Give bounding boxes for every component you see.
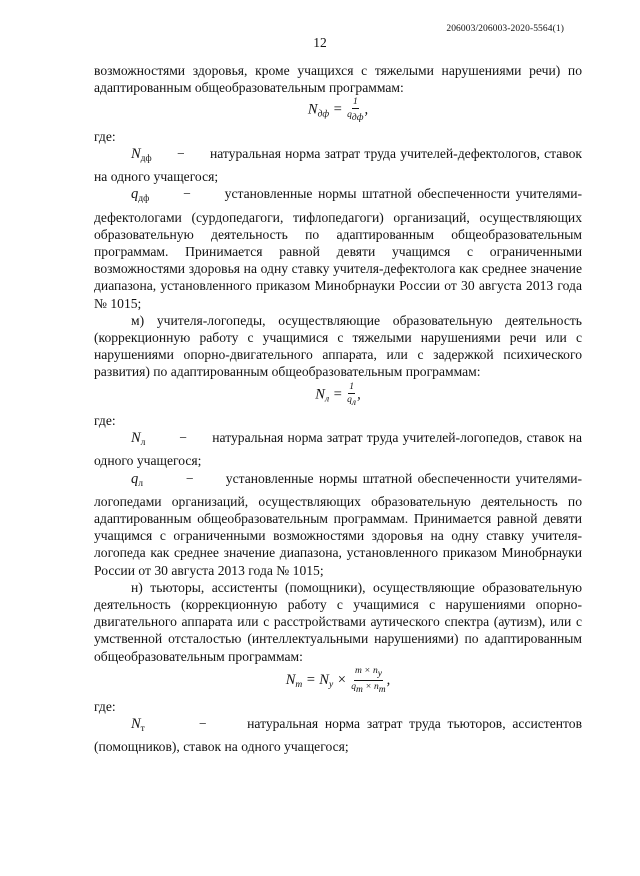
formula-n-t: $N_т = N_у$ × $\frac{m \times nу}{qт \times nт}$ , bbox=[285, 665, 391, 695]
definition-q-l: $q_л$ − установленные нормы штатной обеспеченности учителями-логопедами организаций, осуществляющих образовательную деятельность по адаптированным общеобразовательным программам. Принимается равной девяти учащимся с ограниченными возможностями здоровья на одну ставку учителя-логопеда как среднее значение диапазона, установленного приказом Минобрнауки России от 30 августа 2013 года № 1015; bbox=[94, 470, 583, 578]
paragraph-continuation: возможностями здоровья, кроме учащихся с тяжелыми нарушениями речи) по адаптированным общеобразовательным программам: bbox=[94, 63, 582, 96]
page-number: 12 bbox=[313, 35, 327, 50]
where-label: где: bbox=[94, 412, 116, 428]
where-label: где: bbox=[94, 698, 116, 714]
formula-n-l: $N_л$ = $\frac{1}{qл}$ , bbox=[315, 381, 361, 408]
item-m: м) учителя-логопеды, осуществляющие образовательную деятельность (коррекционную работу с учащимися с тяжелыми нарушениями речи или с нарушениями опорно-двигательного аппарата, или с задержкой психического развития) по адаптированным общеобразовательным программам: bbox=[94, 312, 582, 380]
document-body bbox=[94, 62, 582, 755]
formula-n-df: $N_{дф}$ = $\frac{1}{\text{qдф}}$ , bbox=[307, 97, 369, 124]
definition-n-df: $N_{дф}$ − натуральная норма затрат труда учителей-дефектологов, ставок на одного учащегося; bbox=[94, 145, 583, 185]
document-id: 206003/206003-2020-5564(1) bbox=[446, 24, 564, 34]
where-label: где: bbox=[94, 128, 116, 144]
definition-n-l: $N_л$ − натуральная норма затрат труда учителей-логопедов, ставок на одного учащегося; bbox=[94, 430, 583, 469]
definition-n-t: $N_т$ − натуральная норма затрат труда тьюторов, ассистентов (помощников), ставок на одного учащегося; bbox=[94, 715, 583, 754]
definition-q-df: $q_{дф}$ − установленные нормы штатной обеспеченности учителями-дефектологами (сурдопедагоги, тифлопедагоги) организаций, осуществляющих образовательную деятельность по адаптированным общеобразовательным программам. Принимается равной девяти учащимся с ограниченными возможностями здоровья на одну ставку учителя-дефектолога как среднее значение диапазона, установленного приказом Минобрнауки России от 30 августа 2013 года № 1015; bbox=[94, 186, 583, 311]
item-n: н) тьюторы, ассистенты (помощники), осуществляющие образовательную деятельность (коррекционную работу с учащимися с нарушениями опорно-двигательного аппарата или с расстройствами аутического спектра (аутизм), или с умственной отсталостью (интеллектуальными нарушениями) по адаптированным общеобразовательным программам: bbox=[94, 579, 582, 664]
